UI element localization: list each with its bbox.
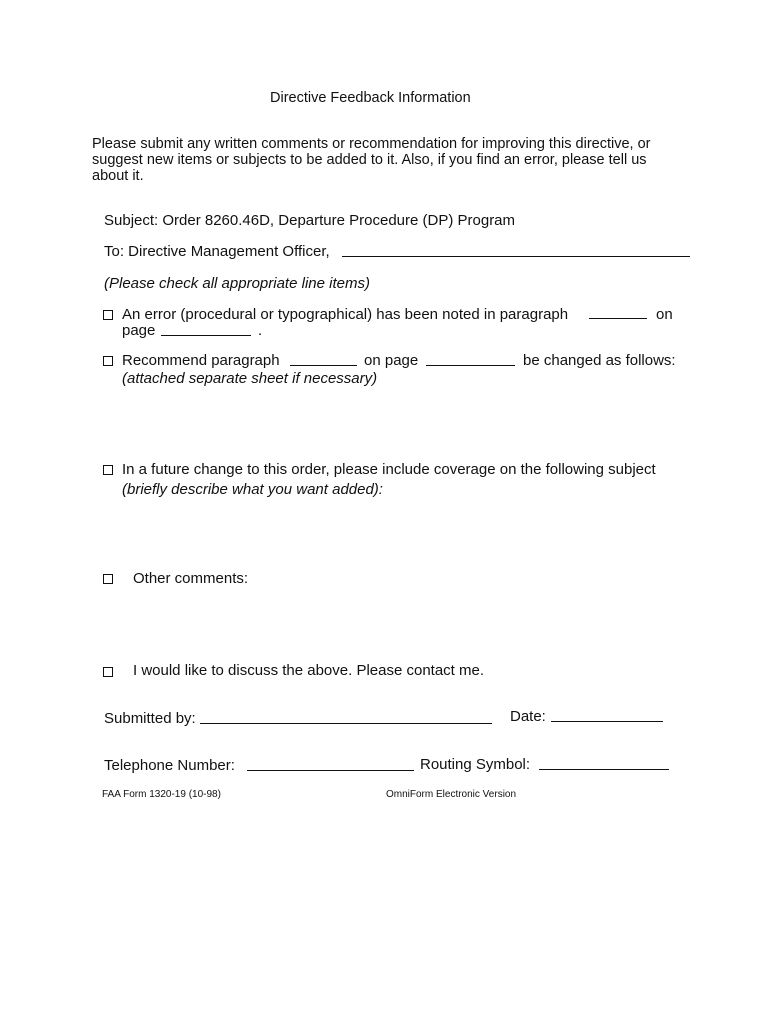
error-period: . <box>258 322 263 339</box>
error-on-label: on <box>656 306 673 323</box>
to-label: To: Directive Management Officer, <box>104 243 330 260</box>
omniform-version: OmniForm Electronic Version <box>386 789 517 800</box>
discuss-item-text: I would like to discuss the above. Please contact me. <box>133 662 485 679</box>
subject-line: Subject: Order 8260.46D, Departure Procedure (DP) Program <box>104 212 516 229</box>
telephone-field[interactable] <box>247 770 414 771</box>
error-checkbox[interactable] <box>103 310 113 320</box>
other-checkbox[interactable] <box>103 574 113 584</box>
recommend-note: (attached separate sheet if necessary) <box>122 370 378 387</box>
future-checkbox[interactable] <box>103 465 113 475</box>
recommend-changed-label: be changed as follows: <box>523 352 676 369</box>
future-item-text: In a future change to this order, please include coverage on the following subject <box>122 461 656 478</box>
date-field[interactable] <box>551 721 663 722</box>
submitted-by-label: Submitted by: <box>104 710 196 727</box>
future-note: (briefly describe what you want added): <box>122 481 383 498</box>
discuss-checkbox[interactable] <box>103 667 113 677</box>
intro-line-2: suggest new items or subjects to be added to it. Also, if you find an error, please tell us <box>92 152 647 168</box>
form-title: Directive Feedback Information <box>270 90 471 106</box>
error-paragraph-field[interactable] <box>589 318 647 319</box>
intro-line-3: about it. <box>92 168 144 184</box>
error-item-text: An error (procedural or typographical) has been noted in paragraph <box>122 306 569 323</box>
submitted-by-field[interactable] <box>200 723 492 724</box>
recommend-page-field[interactable] <box>426 365 515 366</box>
instruction-text: (Please check all appropriate line items) <box>104 275 370 292</box>
intro-line-1: Please submit any written comments or recommendation for improving this directive, or <box>92 136 651 152</box>
form-number: FAA Form 1320-19 (10-98) <box>102 789 221 800</box>
recommend-checkbox[interactable] <box>103 356 113 366</box>
date-label: Date: <box>510 708 546 725</box>
recommend-paragraph-field[interactable] <box>290 365 357 366</box>
error-page-field[interactable] <box>161 335 251 336</box>
routing-symbol-label: Routing Symbol: <box>420 756 531 773</box>
other-item-text: Other comments: <box>133 570 249 587</box>
to-field[interactable] <box>342 256 690 257</box>
routing-symbol-field[interactable] <box>539 769 669 770</box>
error-page-label: page <box>122 322 156 339</box>
recommend-item-text: Recommend paragraph <box>122 352 280 369</box>
telephone-label: Telephone Number: <box>104 757 235 774</box>
recommend-on-page-label: on page <box>364 352 419 369</box>
